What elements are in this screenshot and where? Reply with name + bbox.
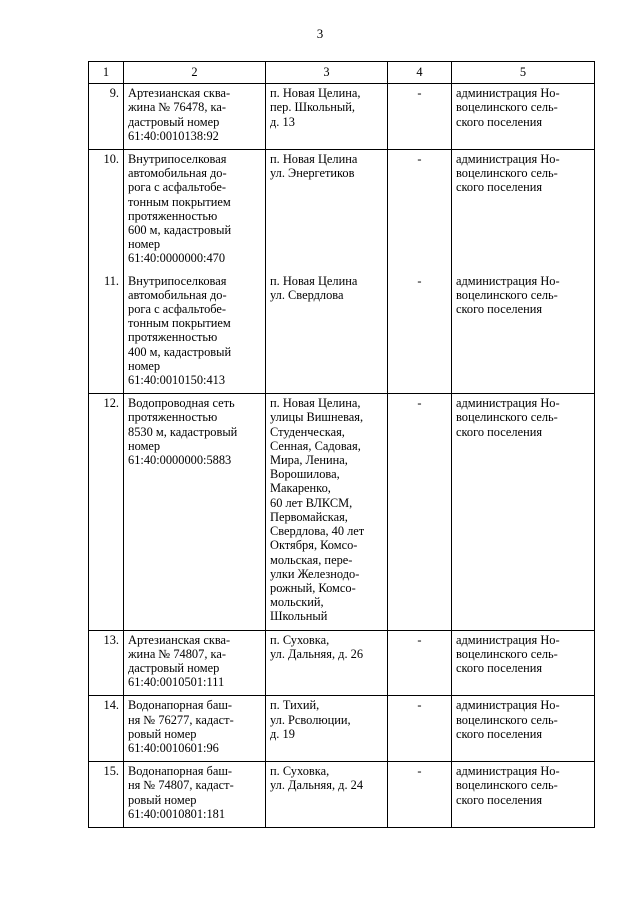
col4-value: -: [388, 630, 452, 696]
object-owner: администрация Но- воцелинского сель- ского поселения: [452, 394, 595, 630]
table-row: [89, 394, 595, 630]
object-owner: администрация Но- воцелинского сель- ского поселения: [452, 696, 595, 762]
object-owner: администрация Но- воцелинского сель- ского поселения: [452, 84, 595, 150]
header-col-1: 1: [89, 62, 124, 84]
table-row: [89, 84, 595, 150]
row-number: 9.: [89, 84, 124, 150]
object-owner: администрация Но- воцелинского сель- ского поселения: [452, 272, 595, 394]
row-number: 10.: [89, 150, 124, 272]
object-address: п. Суховка, ул. Дальняя, д. 24: [266, 762, 388, 828]
object-name: Внутрипоселковая автомобильная до- рога с асфальтобе- тонным покрытием протяженностью 400 м, кадастровый номер 61:40:0010150:413: [124, 272, 266, 394]
col4-value: -: [388, 394, 452, 630]
table-row: [89, 630, 595, 696]
header-col-2: 2: [124, 62, 266, 84]
object-address: п. Новая Целина ул. Свердлова: [266, 272, 388, 394]
object-name: Водонапорная баш- ня № 76277, кадаст- ровый номер 61:40:0010601:96: [124, 696, 266, 762]
header-row: [89, 62, 595, 84]
object-owner: администрация Но- воцелинского сель- ского поселения: [452, 630, 595, 696]
row-number: 15.: [89, 762, 124, 828]
object-owner: администрация Но- воцелинского сель- ского поселения: [452, 762, 595, 828]
property-table: [88, 61, 595, 828]
col4-value: -: [388, 272, 452, 394]
object-owner: администрация Но- воцелинского сель- ского поселения: [452, 150, 595, 272]
col4-value: -: [388, 762, 452, 828]
col4-value: -: [388, 84, 452, 150]
table-row: [89, 272, 595, 394]
row-number: 12.: [89, 394, 124, 630]
page-number: 3: [316, 26, 324, 41]
object-address: п. Новая Целина ул. Энергетиков: [266, 150, 388, 272]
table-row: [89, 696, 595, 762]
object-name: Внутрипоселковая автомобильная до- рога с асфальтобе- тонным покрытием протяженностью 600 м, кадастровый номер 61:40:0000000:470: [124, 150, 266, 272]
row-number: 14.: [89, 696, 124, 762]
table-row: [89, 762, 595, 828]
object-name: Артезианская сква- жина № 74807, ка- дастровый номер 61:40:0010501:111: [124, 630, 266, 696]
header-col-3: 3: [266, 62, 388, 84]
row-number: 11.: [89, 272, 124, 394]
object-address: п. Новая Целина, пер. Школьный, д. 13: [266, 84, 388, 150]
col4-value: -: [388, 696, 452, 762]
col4-value: -: [388, 150, 452, 272]
object-name: Артезианская сква- жина № 76478, ка- дастровый номер 61:40:0010138:92: [124, 84, 266, 150]
object-address: п. Тихий, ул. Рсволюции, д. 19: [266, 696, 388, 762]
object-name: Водонапорная баш- ня № 74807, кадаст- ровый номер 61:40:0010801:181: [124, 762, 266, 828]
table-row: [89, 150, 595, 272]
row-number: 13.: [89, 630, 124, 696]
object-name: Водопроводная сеть протяженностью 8530 м, кадастровый номер 61:40:0000000:5883: [124, 394, 266, 630]
header-col-5: 5: [452, 62, 595, 84]
object-address: п. Новая Целина, улицы Вишневая, Студенческая, Сенная, Садовая, Мира, Ленина, Ворошилова, Макаренко, 60 лет ВЛКСМ, Первомайская, Свердлова, 40 лет Октября, Комсо- мольская, пере- улки Железнодо- рожный, Комсо- мольский, Школьный: [266, 394, 388, 630]
object-address: п. Суховка, ул. Дальняя, д. 26: [266, 630, 388, 696]
header-col-4: 4: [388, 62, 452, 84]
